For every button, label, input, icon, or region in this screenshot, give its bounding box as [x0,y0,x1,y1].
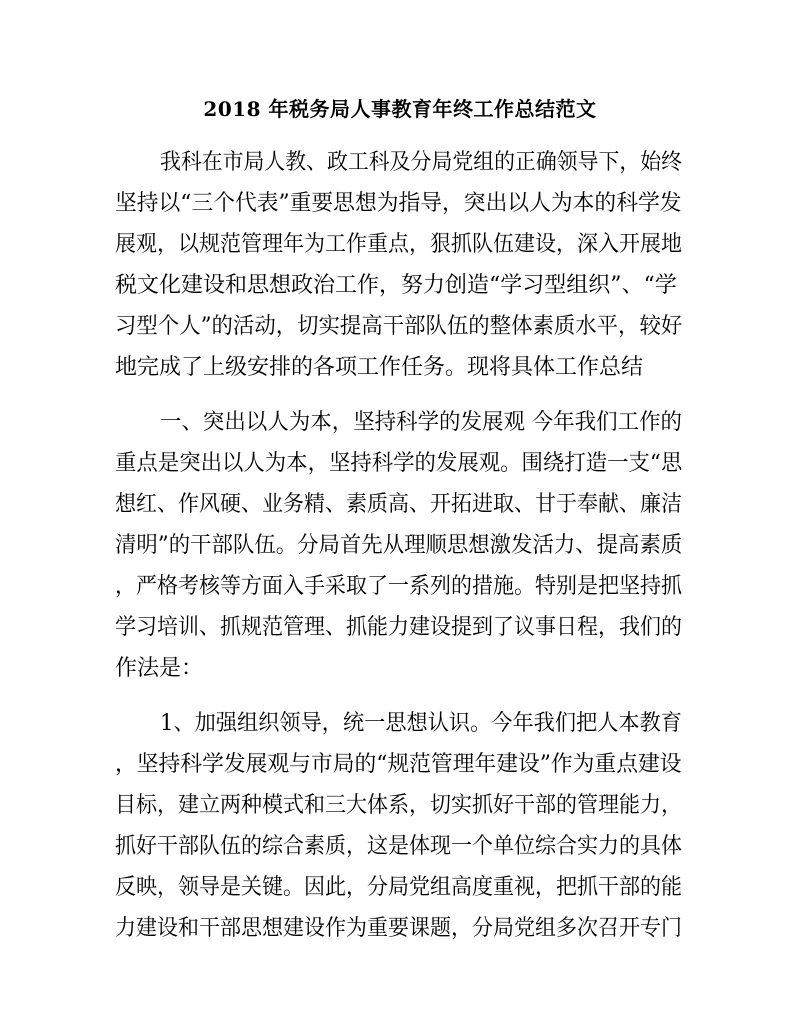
text-line: 反映，领导是关键。因此，分局党组高度重视，把抓干部的能 [115,875,683,900]
text-line: 力建设和干部思想建设作为重要课题，分局党组多次召开专门 [115,916,683,941]
text-line: 清明”的干部队伍。分局首先从理顺思想激发活力、提高素质 [115,533,683,558]
text-line: ，严格考核等方面入手采取了一系列的措施。特别是把坚持抓 [115,574,683,599]
text-line: 坚持以“三个代表”重要思想为指导，突出以人为本的科学发 [115,191,682,216]
text-line: 地完成了上级安排的各项工作任务。现将具体工作总结 [115,355,644,380]
text-line: 学习培训、抓规范管理、抓能力建设提到了议事日程，我们的 [115,615,683,640]
text-line: 税文化建设和思想政治工作，努力创造“学习型组织”、“学 [115,273,677,298]
document-title: 2018 年税务局人事教育年终工作总结范文 [203,97,597,121]
text-line: 作法是： [115,656,204,681]
text-line: 我科在市局人教、政工科及分局党组的正确领导下，始终 [160,150,683,175]
text-line: 1、加强组织领导，统一思想认识。今年我们把人本教育 [160,711,682,736]
text-line: ，坚持科学发展观与市局的“规范管理年建设”作为重点建设 [115,752,682,777]
text-line: 重点是突出以人为本，坚持科学的发展观。围绕打造一支“思 [115,451,683,476]
text-line: 展观，以规范管理年为工作重点，狠抓队伍建设，深入开展地 [115,232,683,257]
text-line: 想红、作风硬、业务精、素质高、开拓进取、甘于奉献、廉洁 [115,492,683,517]
text-line: 一、突出以人为本，坚持科学的发展观 今年我们工作的 [160,410,682,435]
text-line: 目标，建立两种模式和三大体系，切实抓好干部的管理能力， [115,793,683,818]
text-line: 抓好干部队伍的综合素质，这是体现一个单位综合实力的具体 [115,834,683,859]
text-line: 习型个人”的活动，切实提高干部队伍的整体素质水平，较好 [115,314,683,339]
